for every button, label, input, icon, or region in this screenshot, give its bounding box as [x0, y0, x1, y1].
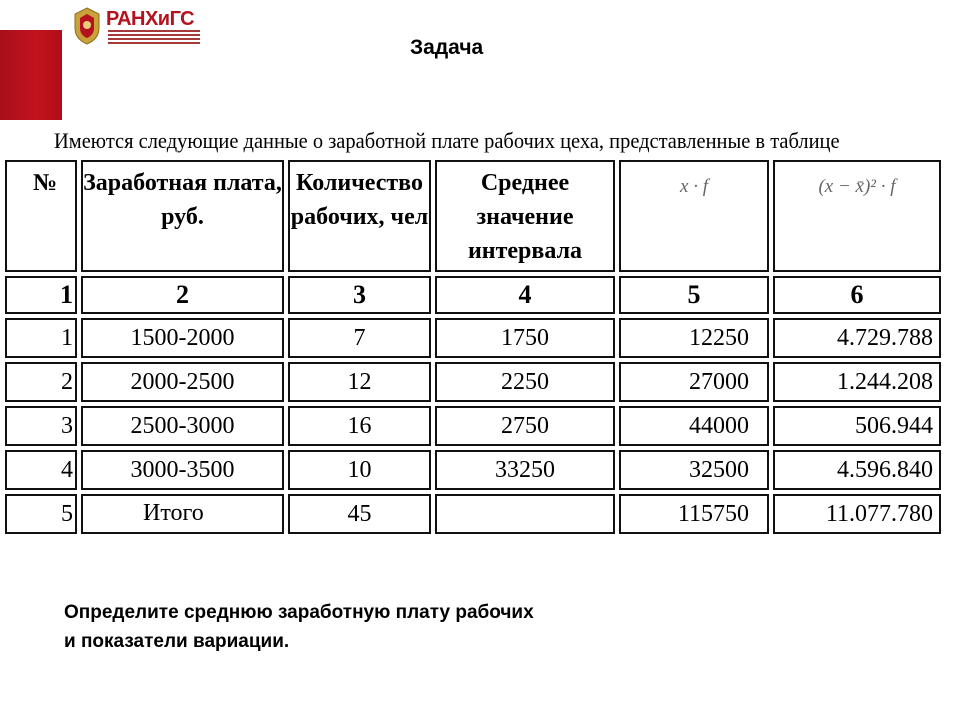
- table-header-row: [5, 160, 941, 272]
- question-line-1: Определите среднюю заработную плату рабочих: [64, 602, 534, 623]
- table-cell: 44000: [619, 406, 769, 446]
- table-cell: 2750: [435, 406, 615, 446]
- column-number: 4: [435, 276, 615, 314]
- table-cell: 12: [288, 362, 431, 402]
- emblem-icon: [72, 6, 102, 46]
- header-cell: №: [5, 160, 77, 272]
- header-cell: Среднее значение интервала: [435, 160, 615, 272]
- table-cell: 506.944: [773, 406, 941, 446]
- column-number: 2: [81, 276, 284, 314]
- table-cell: 1: [5, 318, 77, 358]
- table-cell: 115750: [619, 494, 769, 534]
- ranepa-logo: [72, 6, 202, 50]
- table-cell: 3000-3500: [81, 450, 284, 490]
- table-cell: 2250: [435, 362, 615, 402]
- column-number: 1: [5, 276, 77, 314]
- logo-tagline: [108, 30, 200, 48]
- header-cell-formula: x · f: [619, 160, 769, 272]
- table-cell: 2: [5, 362, 77, 402]
- table-cell: 10: [288, 450, 431, 490]
- slide-title: Задача: [410, 36, 484, 59]
- table-cell: 1750: [435, 318, 615, 358]
- table-cell: 3: [5, 406, 77, 446]
- table-row: [5, 406, 941, 446]
- column-number: 5: [619, 276, 769, 314]
- logo-brand-text: РАНХиГС: [106, 8, 195, 30]
- table-total-row: [5, 494, 941, 534]
- table-cell: 27000: [619, 362, 769, 402]
- intro-text: Имеются следующие данные о заработной плате рабочих цеха, представленные в таблице: [54, 128, 840, 153]
- column-number: 3: [288, 276, 431, 314]
- table-cell: 32500: [619, 450, 769, 490]
- data-table: [5, 160, 941, 538]
- column-number-row: [5, 276, 941, 314]
- table-cell: 5: [5, 494, 77, 534]
- table-row: [5, 450, 941, 490]
- table-cell: 4.729.788: [773, 318, 941, 358]
- table-cell: 16: [288, 406, 431, 446]
- question-line-2: и показатели вариации.: [64, 631, 290, 652]
- table-cell: 2500-3000: [81, 406, 284, 446]
- column-number: 6: [773, 276, 941, 314]
- table-cell: 11.077.780: [773, 494, 941, 534]
- table-row: [5, 362, 941, 402]
- header-cell: Количество рабочих, чел: [288, 160, 431, 272]
- table-cell: 45: [288, 494, 431, 534]
- header-cell: Заработная плата, руб.: [81, 160, 284, 272]
- table-cell: 7: [288, 318, 431, 358]
- table-cell: 4: [5, 450, 77, 490]
- red-accent-bar: [0, 30, 62, 120]
- task-question: [64, 598, 534, 656]
- table-cell: 4.596.840: [773, 450, 941, 490]
- table-cell: 2000-2500: [81, 362, 284, 402]
- total-label: Итого: [81, 494, 284, 534]
- header-cell-formula: (x − x̄)² · f: [773, 160, 941, 272]
- table-row: [5, 318, 941, 358]
- table-cell: 1.244.208: [773, 362, 941, 402]
- table-cell: 1500-2000: [81, 318, 284, 358]
- table-cell: [435, 494, 615, 534]
- table-cell: 12250: [619, 318, 769, 358]
- table-cell: 33250: [435, 450, 615, 490]
